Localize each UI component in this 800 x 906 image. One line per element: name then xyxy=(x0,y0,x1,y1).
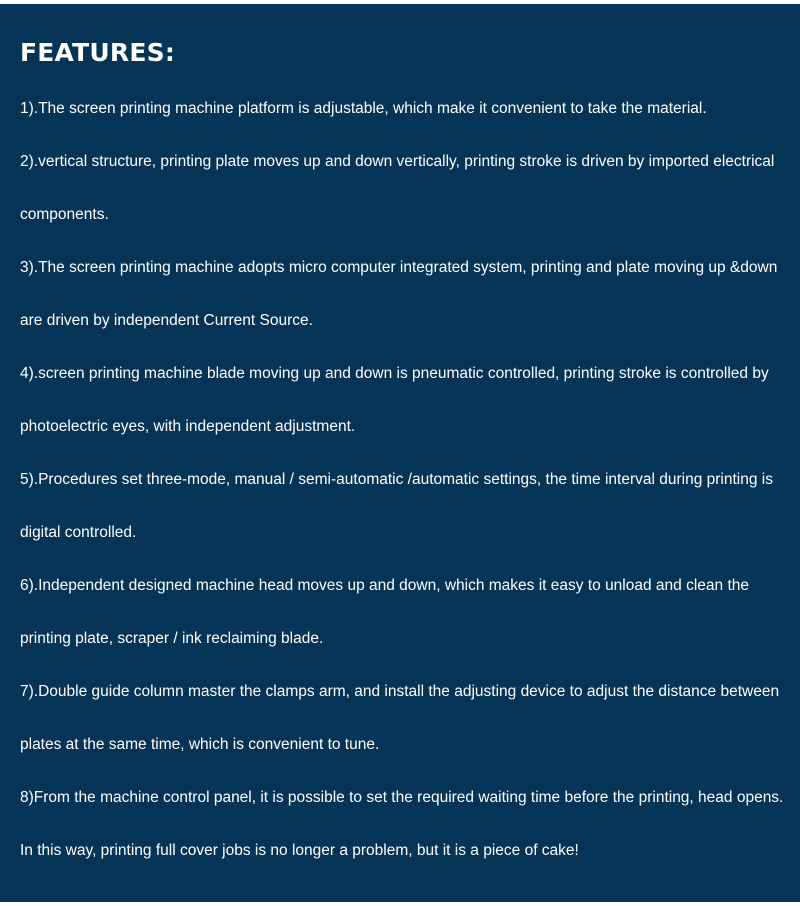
feature-item-7: 7).Double guide column master the clamps arm, and install the adjusting device to adjust the distance between plates at the same time, which is convenient to tune. xyxy=(20,683,780,753)
feature-item-4: 4).screen printing machine blade moving up and down is pneumatic controlled, printing stroke is controlled by photoelectric eyes, with independent adjustment. xyxy=(20,365,769,435)
feature-item-5: 5).Procedures set three-mode, manual / semi-automatic /automatic settings, the time interval during printing is digital controlled. xyxy=(20,471,773,541)
features-panel xyxy=(0,4,800,902)
feature-item-1: 1).The screen printing machine platform is adjustable, which make it convenient to take the material. xyxy=(20,100,707,117)
feature-item-3: 3).The screen printing machine adopts micro computer integrated system, printing and plate moving up &down are driven by independent Current Source. xyxy=(20,259,778,329)
feature-item-8: 8)From the machine control panel, it is possible to set the required waiting time before the printing, head opens. In this way, printing full cover jobs is no longer a problem, but it is a piece of cake! xyxy=(20,789,784,859)
feature-item-2: 2).vertical structure, printing plate moves up and down vertically, printing stroke is driven by imported electrical components. xyxy=(20,153,775,223)
features-list xyxy=(20,82,795,877)
feature-item-6: 6).Independent designed machine head moves up and down, which makes it easy to unload and clean the printing plate, scraper / ink reclaiming blade. xyxy=(20,577,749,647)
features-heading: FEATURES: xyxy=(20,38,176,67)
